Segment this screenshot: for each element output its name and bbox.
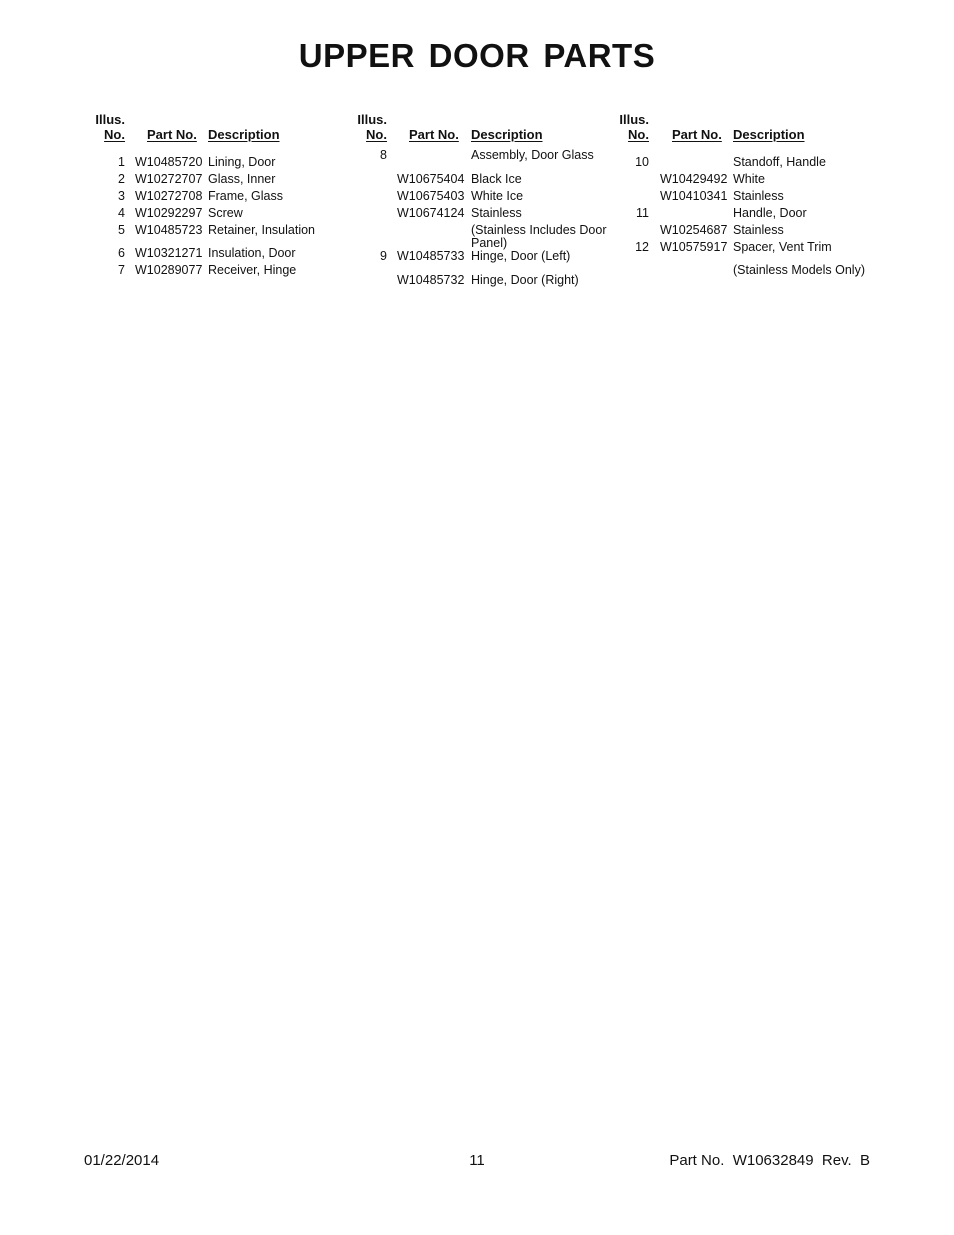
- description-header: Description: [733, 127, 805, 142]
- part-number: W10675403: [397, 189, 465, 203]
- illus-number: 10: [635, 155, 649, 169]
- part-description: Hinge, Door (Right): [471, 273, 579, 287]
- illus-number: 11: [636, 206, 649, 220]
- part-no-header: Part No.: [672, 127, 722, 142]
- illus-number: 1: [118, 155, 125, 169]
- footer-page-number: 11: [469, 1152, 485, 1169]
- illus-number: 7: [118, 263, 125, 277]
- part-number: W10254687: [660, 223, 728, 237]
- part-number: W10485732: [397, 273, 465, 287]
- part-description: Insulation, Door: [208, 246, 296, 260]
- description-header: Description: [208, 127, 280, 142]
- illus-no-header: Illus. No.: [357, 112, 387, 142]
- part-number: W10410341: [660, 189, 728, 203]
- illus-number: 4: [118, 206, 125, 220]
- part-description: Lining, Door: [208, 155, 276, 169]
- part-number: W10272708: [135, 189, 203, 203]
- part-number: W10485733: [397, 249, 465, 263]
- part-description: Stainless: [733, 223, 784, 237]
- part-description: Glass, Inner: [208, 172, 276, 186]
- part-description: Spacer, Vent Trim: [733, 240, 832, 254]
- illus-no-header: Illus. No.: [619, 112, 649, 142]
- part-description: White Ice: [471, 189, 524, 203]
- part-number: W10429492: [660, 172, 728, 186]
- part-description: Hinge, Door (Left): [471, 249, 571, 263]
- part-description: Stainless: [733, 189, 784, 203]
- illus-number: 2: [118, 172, 125, 186]
- part-number: W10272707: [135, 172, 203, 186]
- part-number: W10321271: [135, 246, 203, 260]
- illus-number: 6: [118, 246, 125, 260]
- part-description: White: [733, 172, 765, 186]
- part-number: W10485723: [135, 223, 203, 237]
- part-number: W10289077: [135, 263, 203, 277]
- part-description: Handle, Door: [733, 206, 807, 220]
- illus-number: 5: [118, 223, 125, 237]
- part-number: W10485720: [135, 155, 203, 169]
- part-description: Retainer, Insulation: [208, 223, 316, 237]
- part-description: Standoff, Handle: [733, 155, 826, 169]
- page-title: UPPER DOOR PARTS: [298, 37, 656, 74]
- illus-no-header: Illus. No.: [95, 112, 125, 142]
- footer-part-number: Part No. W10632849 Rev. B: [669, 1152, 870, 1169]
- illus-number: 12: [635, 240, 649, 254]
- part-description: Receiver, Hinge: [208, 263, 297, 277]
- part-number: W10674124: [397, 206, 465, 220]
- footer-date: 01/22/2014: [84, 1152, 160, 1169]
- part-description: Stainless: [471, 206, 522, 220]
- part-number: W10675404: [397, 172, 465, 186]
- part-no-header: Part No.: [147, 127, 197, 142]
- part-description: Frame, Glass: [208, 189, 284, 203]
- part-description: Screw: [208, 206, 243, 220]
- part-number: W10292297: [135, 206, 203, 220]
- illus-number: 8: [380, 148, 387, 162]
- illus-number: 3: [118, 189, 125, 203]
- part-no-header: Part No.: [409, 127, 459, 142]
- part-description: Black Ice: [471, 172, 522, 186]
- part-number: W10575917: [660, 240, 728, 254]
- description-header: Description: [471, 127, 543, 142]
- illus-number: 9: [380, 249, 387, 263]
- part-description: Assembly, Door Glass: [471, 148, 594, 162]
- part-description: (Stainless Models Only): [733, 263, 865, 277]
- part-description: (Stainless Includes Door Panel): [471, 223, 607, 250]
